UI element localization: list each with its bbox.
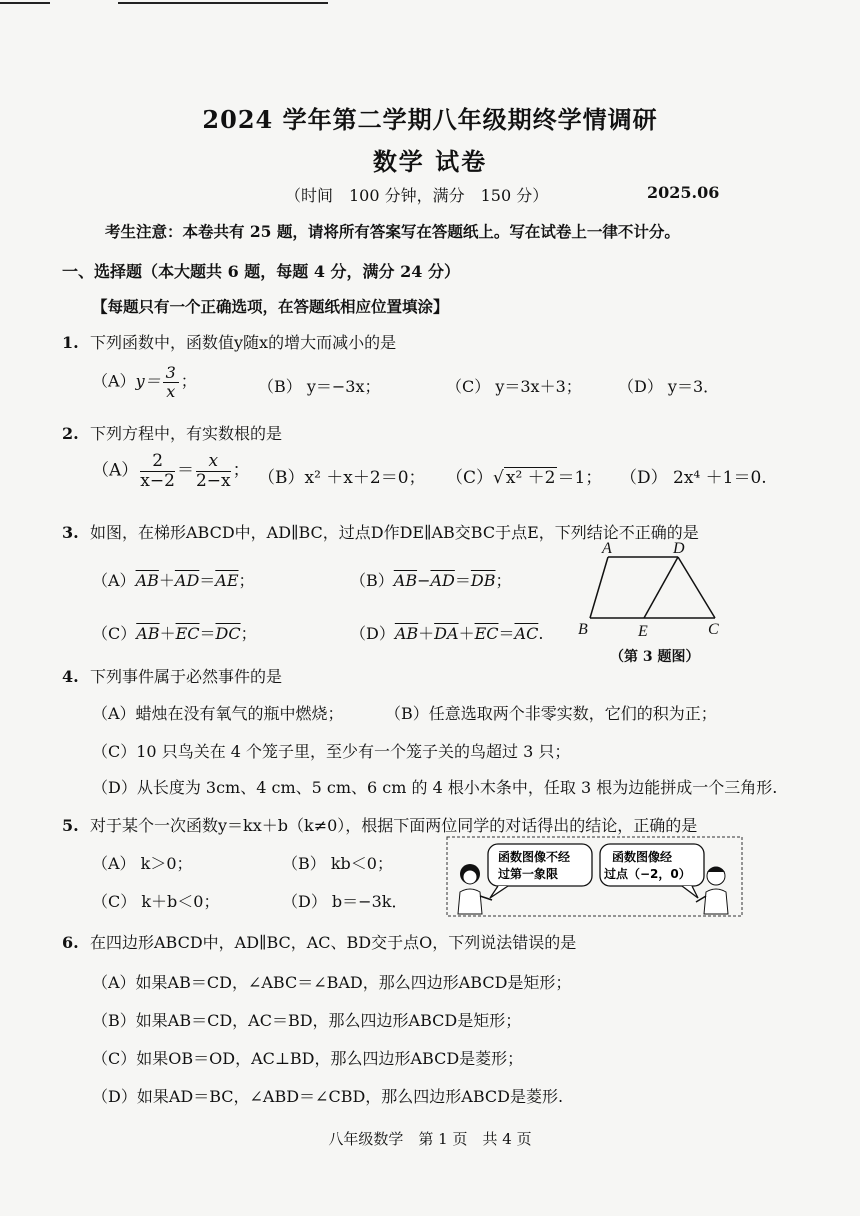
q3-option-a: $(A)\overline{AB}+\overline{AD}=\overline{AE}$； — [92, 571, 255, 590]
bubble-left-line2: 过第一象限 — [498, 867, 559, 881]
q3-option-b: $(B)\overline{AB}-\overline{AD}=\overline{DB}$； — [350, 571, 512, 590]
candidate-notice: 考生注意：本卷共有 25 题，请将所有答案写在答题纸上。写在试卷上一律不计分。 — [105, 222, 680, 241]
q2-option-b: （B）x² ＋x＋2＝0； — [258, 468, 426, 488]
vertex-label-b: B — [578, 621, 588, 638]
q6-option-c: （C）如果OB＝OD，AC⊥BD，那么四边形ABCD是菱形； — [92, 1049, 524, 1068]
q2-option-c: （C）√ x² ＋2 ＝1； — [446, 468, 603, 488]
q2-option-d: （D） 2x⁴ ＋1＝0. — [620, 468, 767, 488]
bubble-right-line1: 函数图像经 — [612, 850, 673, 864]
dialogue-figure — [446, 836, 744, 918]
q2-option-a: （A） $\frac{2}{x-2}$ ＝ $\frac{x}{2-x}$ ； — [92, 451, 250, 491]
q3-option-d: $(D)\overline{AB}+\overline{DA}+\overline{EC}=\overline{AC}$. — [350, 624, 544, 643]
q3-option-c: $(C)\overline{AB}+\overline{EC}=\overline{DC}$； — [92, 624, 257, 643]
vertex-label-c: C — [708, 621, 719, 638]
exam-subtitle: 数学 试卷 — [372, 147, 488, 176]
q1-option-c: （C） y＝3x＋3； — [446, 377, 582, 396]
q6-option-b: （B）如果AB＝CD，AC＝BD，那么四边形ABCD是矩形； — [92, 1011, 522, 1030]
trapezoid-figure — [570, 538, 740, 643]
question-3: 3. 如图，在梯形ABCD中，AD∥BC，过点D作DE∥AB交BC于点E，下列结论不正确的是 — [62, 523, 699, 542]
question-number: 1. — [62, 333, 79, 352]
exam-title: 2024 学年第二学期八年级期终学情调研 — [202, 105, 658, 134]
question-5: 5. 对于某个一次函数y＝kx＋b（k≠0），根据下面两位同学的对话得出的结论，正确的是 — [62, 816, 698, 835]
section-instruction: 【每题只有一个正确选项，在答题纸相应位置填涂】 — [92, 297, 449, 316]
q1-option-a: （A）y＝ $\frac{3}{x}$ ； — [92, 363, 197, 401]
section-heading: 一、选择题（本大题共 6 题，每题 4 分，满分 24 分） — [62, 262, 460, 281]
question-2: 2. 下列方程中，有实数根的是 — [62, 424, 283, 443]
edge-de — [644, 557, 678, 618]
bubble-left-line1: 函数图像不经 — [498, 850, 571, 864]
scan-edge-line — [118, 2, 328, 4]
page-footer: 八年级数学 第 1 页 共 4 页 — [328, 1130, 532, 1148]
vertex-label-e: E — [638, 623, 648, 640]
scan-edge-line — [0, 2, 50, 4]
question-stem: 下列函数中，函数值y随x的增大而减小的是 — [90, 333, 397, 352]
exam-date: 2025.06 — [647, 183, 720, 202]
time-info: （时间 100 分钟，满分 150 分） — [285, 186, 549, 205]
q4-option-c: （C）10 只鸟关在 4 个笼子里，至少有一个笼子关的鸟超过 3 只； — [92, 742, 571, 761]
q5-option-c: （C） k＋b＜0； — [92, 892, 220, 911]
bubble-right-line2: 过点（−2，0） — [604, 867, 691, 881]
q5-option-b: （B） kb＜0； — [282, 854, 393, 873]
question-6: 6. 在四边形ABCD中，AD∥BC，AC、BD交于点O，下列说法错误的是 — [62, 933, 577, 952]
q6-option-d: （D）如果AD＝BC，∠ABD＝∠CBD，那么四边形ABCD是菱形. — [92, 1087, 564, 1106]
q6-option-a: （A）如果AB＝CD，∠ABC＝∠BAD，那么四边形ABCD是矩形； — [92, 973, 572, 992]
vertex-label-d: D — [673, 540, 685, 557]
vertex-label-a: A — [602, 540, 612, 557]
q1-option-b: （B） y＝−3x； — [258, 377, 381, 396]
q1-option-d: （D） y＝3． — [618, 377, 720, 396]
edge-dc — [678, 557, 715, 618]
figure-caption: （第 3 题图） — [610, 649, 700, 665]
q5-option-a: （A） k＞0； — [92, 854, 193, 873]
question-4: 4. 下列事件属于必然事件的是 — [62, 667, 283, 686]
q4-option-d: （D）从长度为 3cm、4 cm、5 cm、6 cm 的 4 根小木条中，任取 3 根为边能拼成一个三角形. — [92, 778, 778, 797]
q4-option-b: （B）任意选取两个非零实数，它们的积为正； — [385, 704, 717, 723]
q4-option-a: （A）蜡烛在没有氧气的瓶中燃烧； — [92, 704, 344, 723]
question-1 — [62, 330, 396, 353]
q5-option-d: （D） b＝−3k． — [282, 892, 408, 911]
edge-ab — [590, 557, 608, 618]
girl-student-icon — [458, 864, 492, 914]
